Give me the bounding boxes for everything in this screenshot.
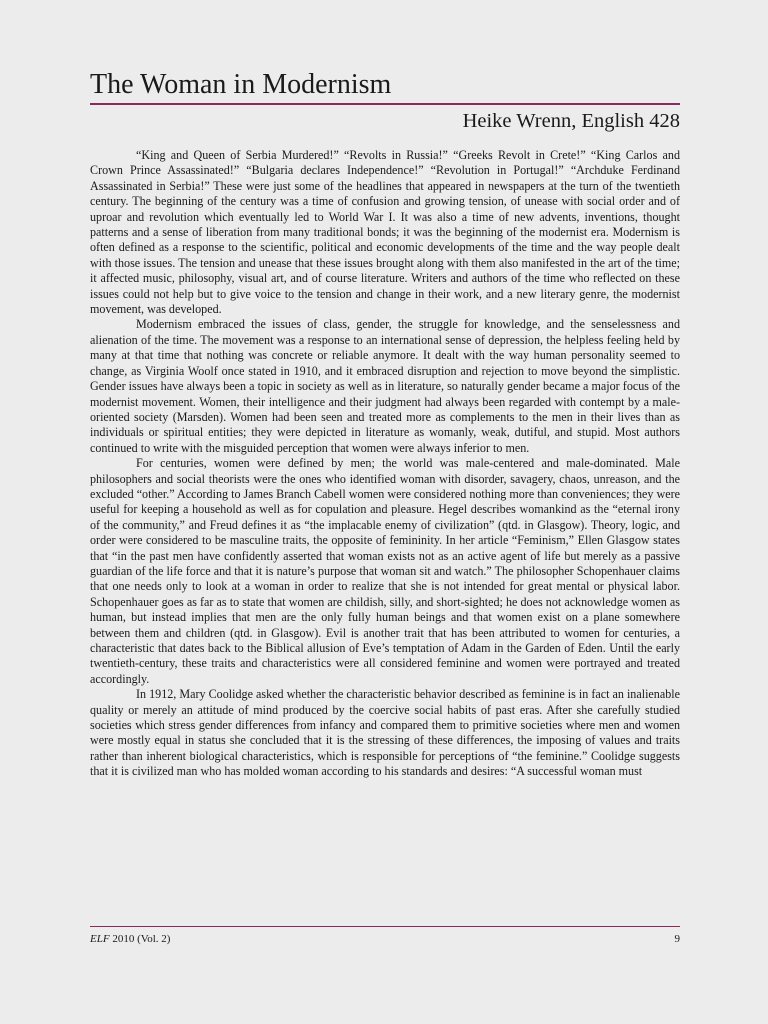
page-number: 9 <box>674 933 680 945</box>
body-paragraph: “King and Queen of Serbia Murdered!” “Revolts in Russia!” “Greeks Revolt in Crete!” “King Carlos and Crown Prince Assassinated!” “Bulgaria declares Independence!” “Revolution in Portugal!” “Archduke Ferdinand Assassinated in Serbia!” These were just some of the headlines that appeared in newspapers at the turn of the twentieth century. The beginning of the century was a time of confusion and growing tension, of unease with social order and of uproar and revolution which eventually led to World War I. It was also a time of new advents, inventions, thought patterns and a sense of liberation from many traditional bonds; it was the beginning of the modernist era. Modernism is often defined as a response to the scientific, political and economic developments of the time and the way people dealt with those issues. The tension and unease that these issues brought along with them also manifested in the art of the time; it affected music, philosophy, visual art, and of course literature. Writers and authors of the time who reflected on these issues could not help but to give voice to the tension and change in their work, and a new literary genre, the modernist movement, was developed. <box>90 148 680 317</box>
author-byline: Heike Wrenn, English 428 <box>462 110 680 132</box>
body-paragraph: Modernism embraced the issues of class, gender, the struggle for knowledge, and the senselessness and alienation of the time. The movement was a response to an international sense of depression, the helpless feeling held by many at that time that nothing was concrete or reliable anymore. It dealt with the way human personality seemed to change, as Virginia Woolf once stated in 1910, and it embraced disruption and rejection to move beyond the simplistic. Gender issues have always been a topic in society as well as in literature, so naturally gender became a major focus of the modernist movement. Women, their intelligence and their judgment had always been regarded with contempt by a male-oriented society (Marsden). Women had been seen and treated more as complements to the men in their lives than as individuals or spiritual entities; they were depicted in literature as womanly, weak, dutiful, and stupid. Most authors continued to write with the misguided perception that women were always inferior to men. <box>90 317 680 455</box>
title-rule <box>90 103 680 105</box>
article-body <box>90 148 680 870</box>
body-paragraph: In 1912, Mary Coolidge asked whether the characteristic behavior described as feminine is in fact an inalienable quality or merely an attitude of mind produced by the coercive social habits of past eras. After she carefully studied societies which stress gender differences from infancy and compared them to primitive societies where men and women were mostly equal in status she concluded that it is the stressing of these differences, the imposing of values and traits rather than inherent biological characteristics, which is responsible for perceptions of “the feminine.” Coolidge suggests that it is civilized man who has molded woman according to his standards and desires: “A successful woman must <box>90 687 680 779</box>
body-paragraph: For centuries, women were defined by men; the world was male-centered and male-dominated. Male philosophers and social theorists were the ones who identified woman with disorder, savagery, chaos, unreason, and the excluded “other.” According to James Branch Cabell women were considered nothing more than conveniences; they were useful for keeping a household as well as for copulation and pleasure. Hegel describes womankind as the “eternal irony of the community,” and Freud defines it as “the implacable enemy of civilization” (qtd. in Glasgow). Theory, logic, and order were considered to be masculine traits, the opposite of femininity. In her article “Feminism,” Ellen Glasgow states that “in the past men have confidently asserted that woman exists not as an active agent of life but merely as a passive guardian of the life force and that it is nature’s purpose that woman sit and watch.” The philosopher Schopenhauer claims that one needs only to look at a woman in order to realize that she is not intended for great mental or physical labor. Schopenhauer goes as far as to state that women are childish, silly, and short-sighted; he does not acknowledge women as human, but instead implies that men are the only fully human beings and that women exist on a plane somewhere between them and children (qtd. in Glasgow). Evil is another trait that has been attributed to women for centuries, a characteristic that dates back to the Biblical allusion of Eve’s temptation of Adam in the Garden of Eden. Until the early twentieth-century, these traits and characteristics were all considered feminine and women were portrayed and treated accordingly. <box>90 456 680 686</box>
journal-issue: 2010 (Vol. 2) <box>109 933 171 945</box>
journal-name: ELF <box>90 933 110 945</box>
footer-rule <box>90 926 680 927</box>
page-footer <box>90 931 680 947</box>
article-title: The Woman in Modernism <box>90 69 392 100</box>
